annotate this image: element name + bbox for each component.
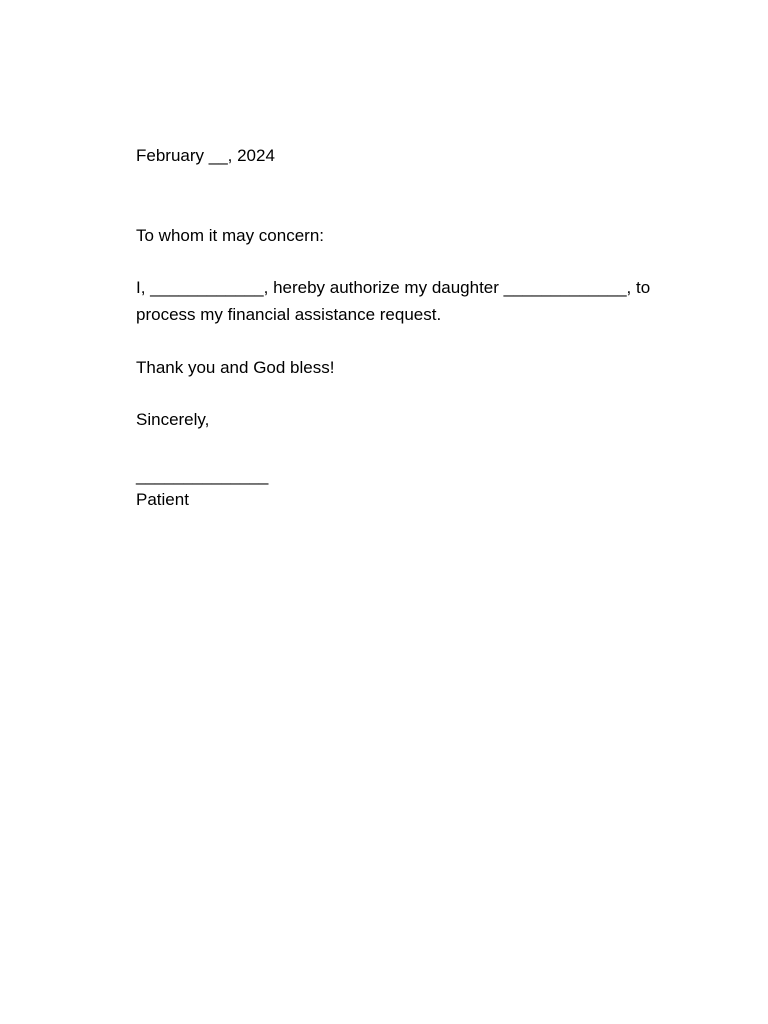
- letter-thanks: Thank you and God bless!: [136, 358, 335, 377]
- letter-salutation: To whom it may concern:: [136, 226, 325, 245]
- letter-body: [136, 274, 681, 328]
- letter-closing: Sincerely,: [136, 410, 210, 429]
- letter-body-line-2: process my financial assistance request.: [136, 305, 442, 324]
- signature-label: Patient: [136, 490, 189, 509]
- letter-date: February __, 2024: [136, 146, 275, 165]
- signature-line: ______________: [136, 466, 269, 485]
- letter-body-line-1: I, ____________, hereby authorize my daughter _____________, to: [136, 278, 651, 297]
